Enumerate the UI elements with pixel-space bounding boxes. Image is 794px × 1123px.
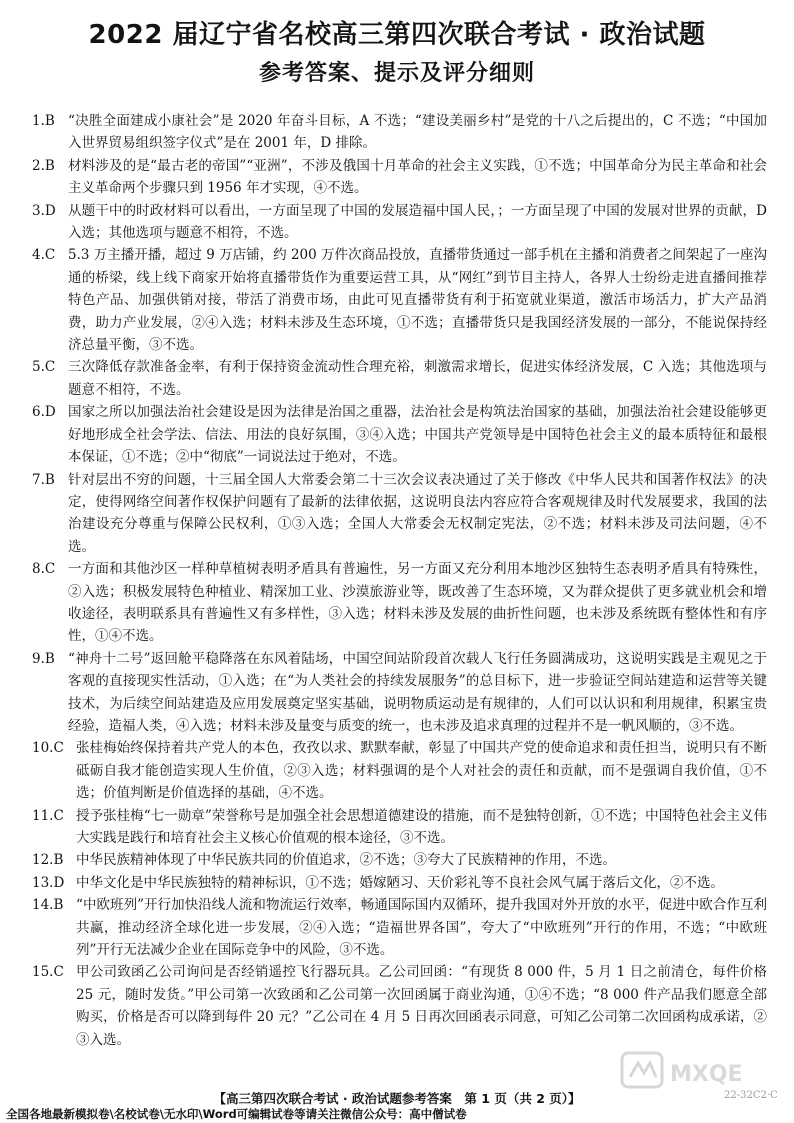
answer-item [32,849,767,871]
answer-item [32,805,767,850]
answer-number: 2.B [32,157,55,174]
answer-explanation: 张桂梅始终保持着共产党人的本色，孜孜以求、默默奉献，彰显了中国共产党的使命追求和责任担当，说明只有不断砥砺自我才能创造实现人生价值，②③入选；材料强调的是个人对社会的责任和贡献，而不是强调自我价值，①不选；价值判断是价值选择的基础，④不选。 [76,740,767,802]
answer-explanation: 材料涉及的是“最古老的帝国”“亚洲”，不涉及俄国十月革命的社会主义实践，①不选；中国革命分为民主革命和社会主义革命两个步骤只到 1956 年才实现，④不选。 [68,157,767,197]
answer-item [32,961,767,1051]
answer-item [32,872,767,894]
answer-item [32,737,767,804]
answer-item [32,110,767,155]
page-footer: 【高三第四次联合考试 · 政治试题参考答案 第 1 页（共 2 页）】 [213,1091,581,1106]
answer-item [32,648,767,738]
answer-number: 14.B [32,897,64,914]
answer-number: 9.B [32,650,55,667]
answer-number: 1.B [32,113,55,129]
answer-explanation: 三次降低存款准备金率，有利于保持资金流动性合理充裕，刺激需求增长，促进实体经济发展，C 入选；其他选项与题意不相符，不选。 [68,359,767,398]
answer-item [32,894,767,961]
answer-item [32,401,767,468]
answer-item [32,200,767,245]
answer-explanation: 针对层出不穷的问题，十三届全国人大常委会第二十三次会议表决通过了关于修改《中华人民共和国著作权法》的决定，使得网络空间著作权保护问题有了最新的法律依据，这说明良法内容应符合客观规律及时代发展要求，我国的法治建设充分尊重与保障公民权利，①③入选；全国人大常委会无权制定宪法，②不选；材料未涉及司法问题，④不选。 [68,471,767,555]
svg-text:MXQE: MXQE [670,1062,743,1087]
answer-explanation: 中华民族精神体现了中华民族共同的价值追求，②不选；③夸大了民族精神的作用，不选。 [76,852,616,869]
answer-number: 6.D [32,404,56,421]
answer-list [32,110,767,1051]
answer-explanation: 从题干中的时政材料可以看出，一方面呈现了中国的发展造福中国人民，；一方面呈现了中国的发展对世界的贡献，D 入选；其他选项与题意不相符，不选。 [68,202,767,242]
answer-explanation: “决胜全面建成小康社会”是 2020 年奋斗目标，A 不选；“建设美丽乡村”是党的十八之后提出的，C 不选；“中国加入世界贸易组织签字仪式”是在 2001 年，D 排除。 [68,113,767,152]
answer-number: 8.C [32,561,56,578]
bottom-note: 全国各地最新模拟卷\名校试卷\无水印\Word可编辑试卷等请关注微信公众号：高中僧试卷 [6,1107,467,1121]
answer-item [32,155,767,200]
answer-explanation: 授予张桂梅“七一勋章”荣誉称号是加强全社会思想道德建设的措施，而不是独特创新，①不选；中国特色社会主义伟大实践是践行和培育社会主义核心价值观的根本途径，③不选。 [76,807,767,846]
answer-number: 13.D [32,874,65,891]
page-subtitle: 参考答案、提示及评分细则 [258,61,535,86]
answer-explanation: 国家之所以加强法治社会建设是因为法律是治国之重器，法治社会是构筑法治国家的基础，加强法治社会建设能够更好地形成全社会学法、信法、用法的良好氛围，③④入选；中国共产党领导是中国特色社会主义的最本质特征和最根本保证，①不选；②中“彻底”一词说法过于绝对，不选。 [68,404,767,466]
answer-number: 10.C [32,740,64,757]
answer-item [32,469,767,559]
answer-number: 3.D [32,202,56,219]
answer-number: 12.B [32,852,64,869]
answer-explanation: “神舟十二号”返回舱平稳降落在东风着陆场，中国空间站阶段首次载人飞行任务圆满成功，这说明实践是主观见之于客观的直接现实性活动，①入选；在“为人类社会的持续发展服务”的总目标下，进一步验证空间站建造和运营等关键技术，为后续空间站建造及应用发展奠定坚实基础，说明物质运动是有规律的，人们可以认识和利用规律，积累宝贵经验，造福人类，④入选；材料未涉及量变与质变的统一，也未涉及追求真理的过程并不是一帆风顺的，③不选。 [68,650,767,734]
answer-explanation: 5.3 万主播开播，超过 9 万店铺，约 200 万件次商品投放，直播带货通过一部手机在主播和消费者之间架起了一座沟通的桥梁，线上线下商家开始将直播带货作为重要运营工具，从“网红”到节目主持人，各界人士纷纷走进直播间推荐特色产品、加强供销对接，带活了消费市场，由此可见直播带货有利于拓宽就业渠道，激活市场活力，扩大产品消费，助力产业发展，②④入选；材料未涉及生态环境，①不选；直播带货只是我国经济发展的一部分，不能说保持经济总量平衡，③不选。 [68,247,767,354]
answer-number: 11.C [32,807,64,824]
answer-explanation: 中华文化是中华民族独特的精神标识，①不选；婚嫁陋习、天价彩礼等不良社会风气属于落后文化，②不选。 [76,874,724,891]
answer-item [32,356,767,401]
page-title: 2022 届辽宁省名校高三第四次联合考试 · 政治试题 [88,20,706,50]
answer-explanation: 一方面和其他沙区一样种草植树表明矛盾具有普遍性，另一方面又充分利用本地沙区独特生态表明矛盾具有特殊性，②入选；积极发展特色种植业、精深加工业、沙漠旅游业等，既改善了生态环境，又为群众提供了更多就业机会和增收途径，表明联系具有普遍性又有多样性，③入选；材料未涉及发展的曲折性问题，也未涉及系统既有整体性和有序性，①④不选。 [68,561,767,645]
answer-number: 7.B [32,471,55,488]
answer-number: 4.C [32,247,56,264]
answer-explanation: “中欧班列”开行加快沿线人流和物流运行效率，畅通国际国内双循环，提升我国对外开放的水平，促进中欧合作互利共赢，推动经济全球化进一步发展，②④入选；“造福世界各国”，夸大了“中欧班列”开行的作用，不选；“中欧班列”开行无法减少企业在国际竞争中的风险，③不选。 [76,897,767,959]
answer-number: 15.C [32,964,64,981]
answer-explanation: 甲公司致函乙公司询问是否经销遥控飞行器玩具。乙公司回函：“有现货 8 000 件，5 月 1 日之前清仓，每件价格 25 元，随时发货。”甲公司第一次致函和乙公司第一次回函属于商业沟通，①④不选；“8 000 件产品我们愿意全部购买，价格是否可以降到每件 20 元？”乙公司在 4 月 5 日再次回函表示同意，可知乙公司第二次回函构成承诺，②③入选。 [76,964,767,1048]
answer-number: 5.C [32,359,56,376]
document-code: 22-32C2·C [724,1090,778,1101]
answer-item [32,244,767,356]
answer-item [32,558,767,648]
